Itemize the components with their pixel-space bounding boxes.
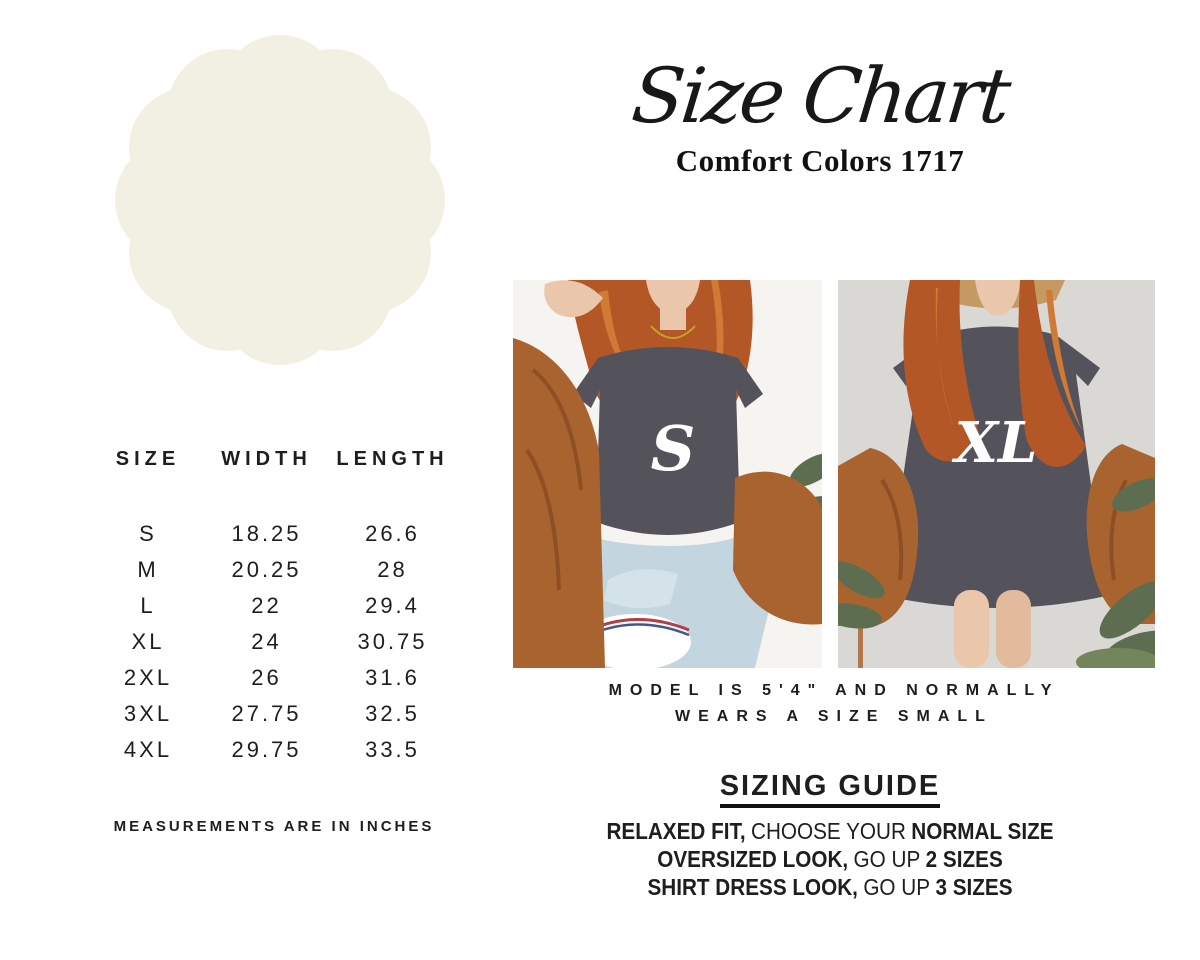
guide-mid: CHOOSE YOUR xyxy=(751,818,906,844)
measurements-note: MEASUREMENTS ARE IN INCHES xyxy=(113,818,435,835)
sizing-guide-heading: SIZING GUIDE xyxy=(720,770,941,808)
cell-size: S xyxy=(139,521,157,546)
size-table-header xyxy=(88,448,460,471)
model-photos xyxy=(513,280,1155,668)
guide-mid: GO UP xyxy=(863,874,931,900)
cell-length: 30.75 xyxy=(357,629,428,654)
cell-size: 3XL xyxy=(123,701,173,726)
table-row xyxy=(88,732,460,768)
guide-mid: GO UP xyxy=(853,846,921,872)
sizing-guide xyxy=(520,770,1140,901)
cell-size: M xyxy=(137,557,159,582)
guide-lead: RELAXED FIT, xyxy=(606,818,746,844)
page-title: Size Chart xyxy=(627,51,1013,140)
model-leg xyxy=(996,590,1031,668)
photo-size-s xyxy=(513,280,822,668)
cell-width: 18.25 xyxy=(231,521,302,546)
guide-lead: OVERSIZED LOOK, xyxy=(657,846,849,872)
cell-length: 32.5 xyxy=(365,701,420,726)
table-row xyxy=(88,516,460,552)
col-length: LENGTH xyxy=(336,448,449,470)
size-table-body xyxy=(88,516,460,768)
cell-width: 20.25 xyxy=(231,557,302,582)
cell-size: L xyxy=(140,593,156,618)
cell-length: 33.5 xyxy=(365,737,420,762)
page-subtitle: Comfort Colors 1717 xyxy=(675,143,965,179)
shirt-print-s: S xyxy=(650,412,696,485)
guide-tail: 3 SIZES xyxy=(935,874,1013,900)
size-table xyxy=(88,448,460,768)
model-caption-line1: MODEL IS 5'4" AND NORMALLY xyxy=(608,682,1060,699)
sizing-guide-lines xyxy=(520,817,1140,901)
photo-size-s-illustration xyxy=(513,280,822,668)
cell-width: 24 xyxy=(251,629,282,654)
guide-line-shirt-dress xyxy=(551,873,1109,901)
table-row xyxy=(88,588,460,624)
guide-line-oversized xyxy=(551,845,1109,873)
photo-size-xl-illustration xyxy=(838,280,1155,668)
photo-size-xl xyxy=(838,280,1155,668)
cell-width: 29.75 xyxy=(231,737,302,762)
table-row xyxy=(88,696,460,732)
cell-size: XL xyxy=(131,629,165,654)
col-size: SIZE xyxy=(115,448,181,470)
cell-length: 31.6 xyxy=(365,665,420,690)
badge-petals xyxy=(115,35,445,365)
cell-size: 2XL xyxy=(123,665,173,690)
cell-length: 29.4 xyxy=(365,593,420,618)
cell-width: 26 xyxy=(251,665,282,690)
scalloped-badge-shape xyxy=(115,35,445,365)
cell-width: 22 xyxy=(251,593,282,618)
model-neck xyxy=(660,304,686,330)
model-caption-line2: WEARS A SIZE SMALL xyxy=(675,708,993,725)
table-row xyxy=(88,552,460,588)
cell-length: 26.6 xyxy=(365,521,420,546)
table-row xyxy=(88,624,460,660)
model-caption xyxy=(513,678,1155,730)
model-leg xyxy=(954,590,989,668)
title-block xyxy=(600,52,1040,179)
cell-width: 27.75 xyxy=(231,701,302,726)
table-row xyxy=(88,660,460,696)
guide-lead: SHIRT DRESS LOOK, xyxy=(647,874,858,900)
col-width: WIDTH xyxy=(221,448,312,470)
cell-length: 28 xyxy=(377,557,408,582)
guide-tail: 2 SIZES xyxy=(925,846,1003,872)
cell-size: 4XL xyxy=(123,737,173,762)
scalloped-badge xyxy=(115,35,445,365)
shirt-print-xl: XL xyxy=(954,410,1038,476)
guide-line-relaxed xyxy=(551,817,1109,845)
guide-tail: NORMAL SIZE xyxy=(911,818,1054,844)
